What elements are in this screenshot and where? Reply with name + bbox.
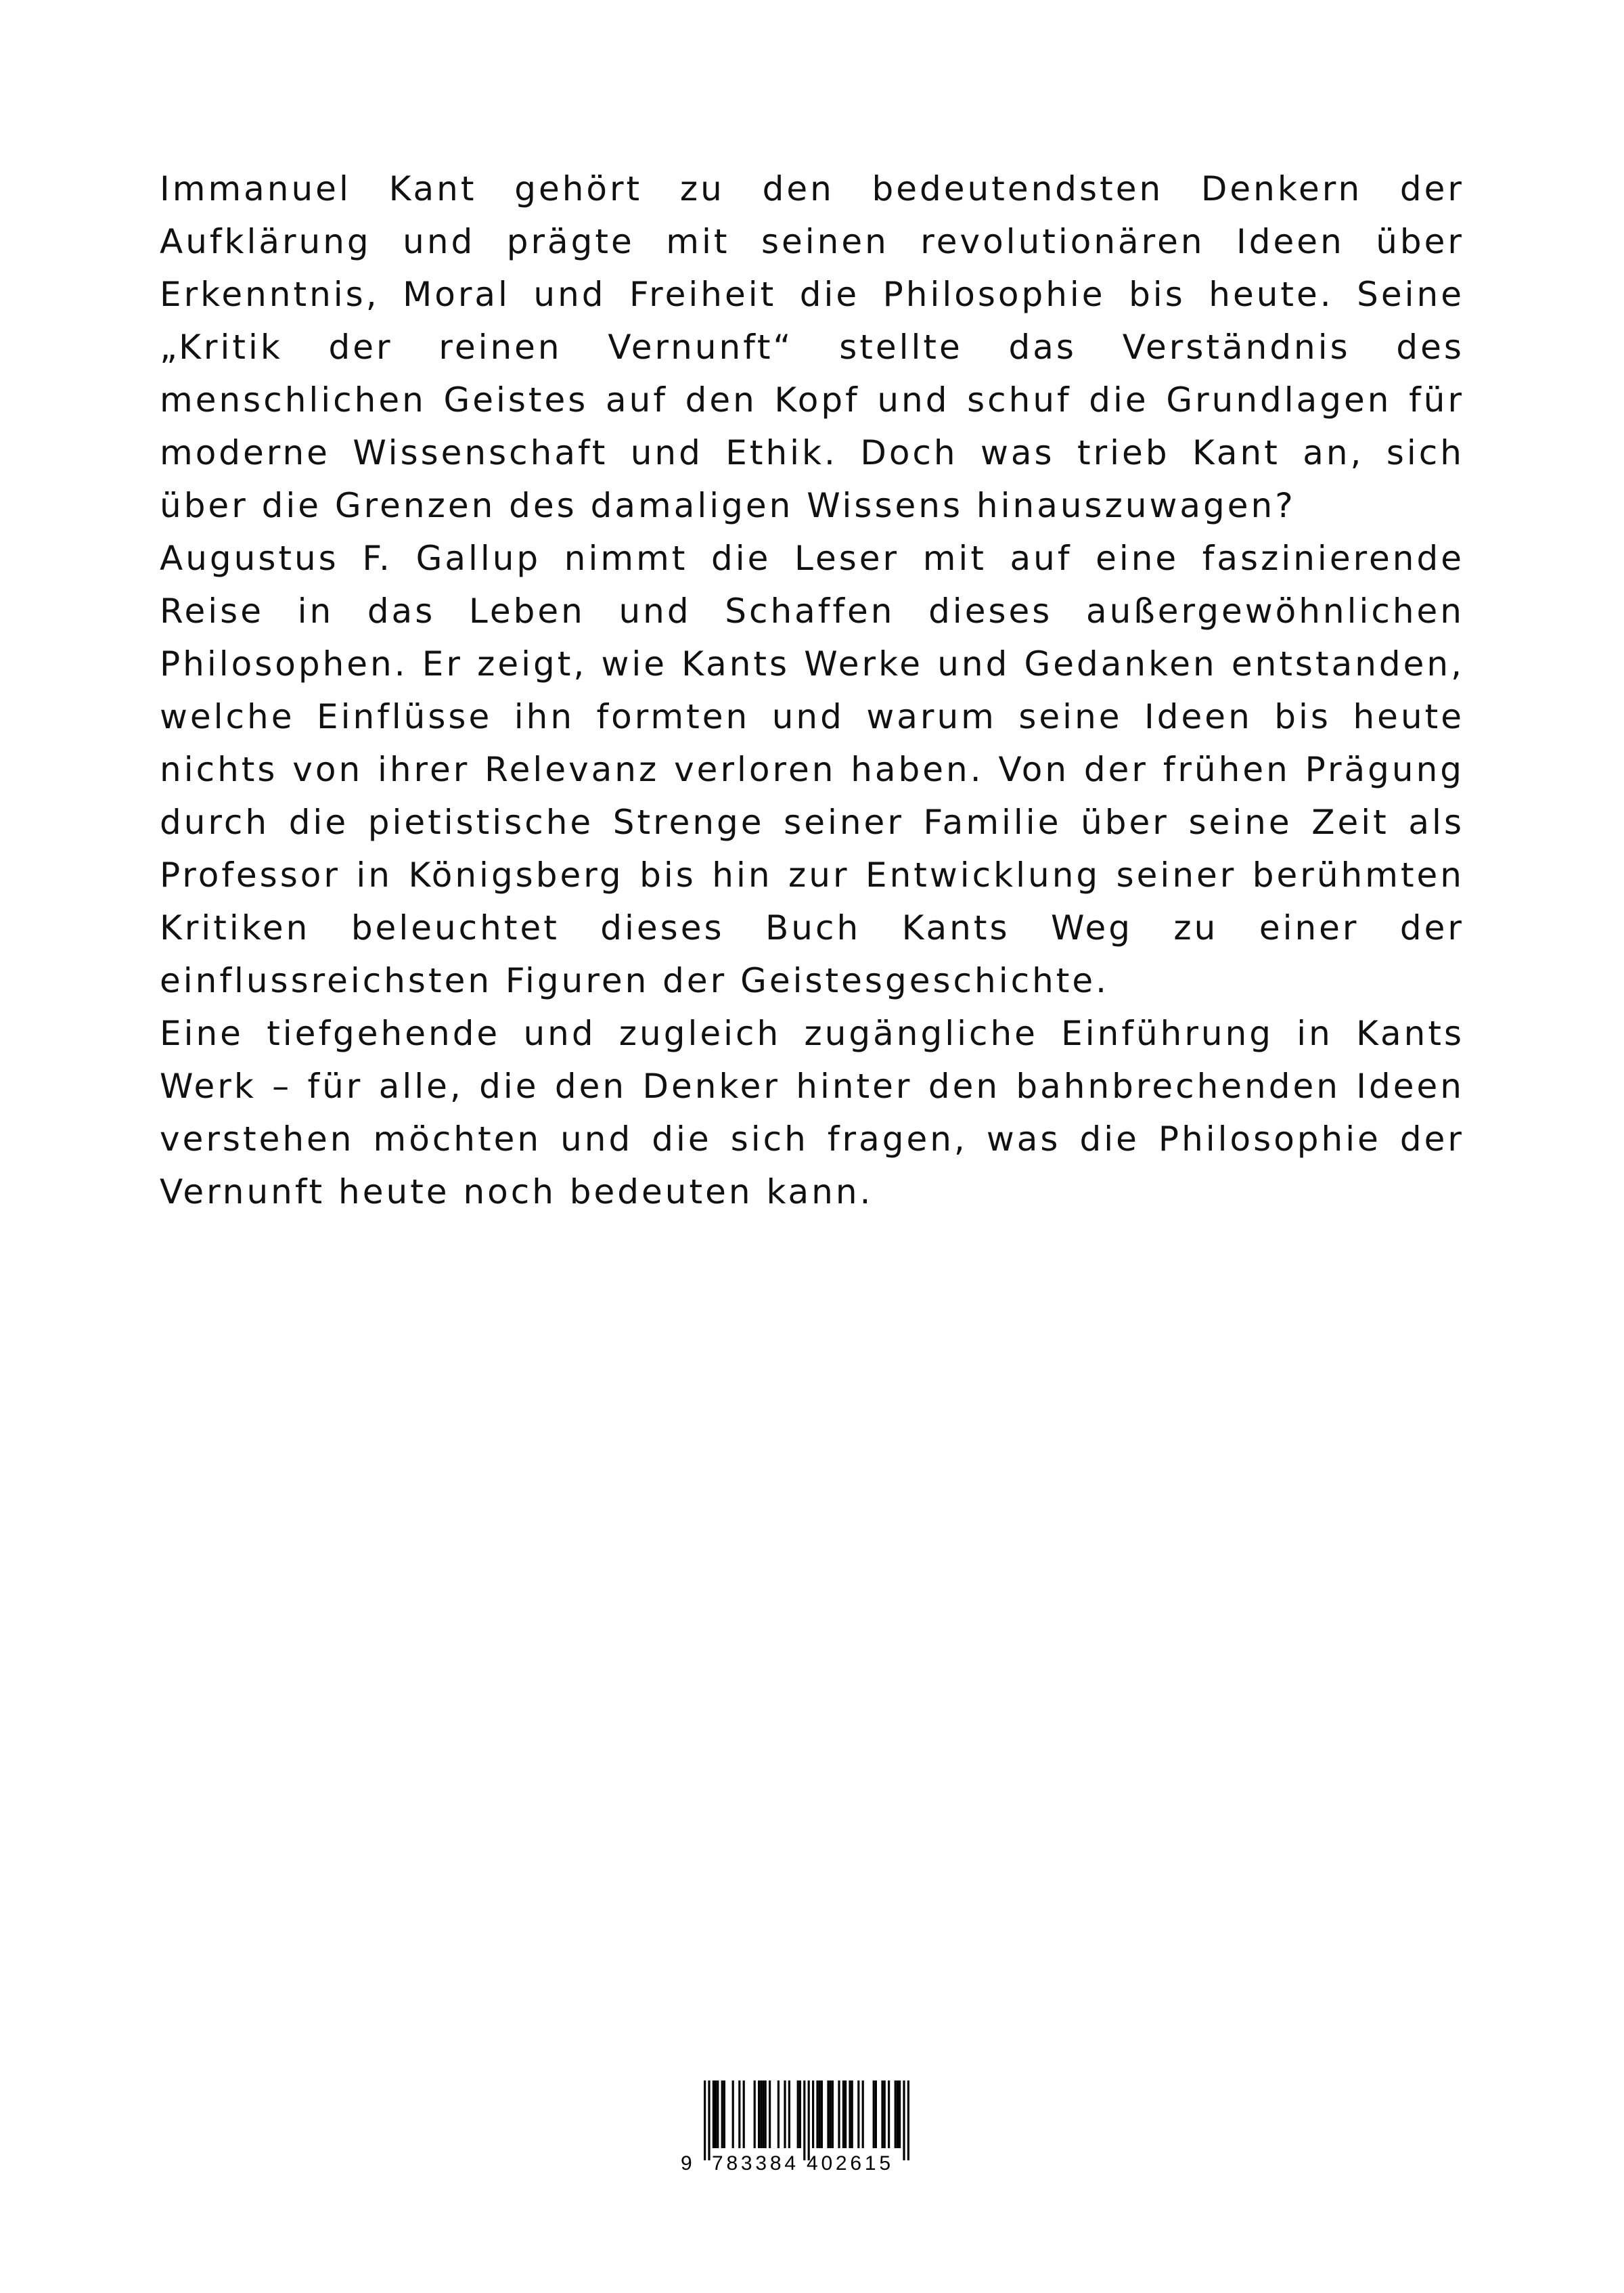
barcode-digit-first: 9 <box>681 2152 692 2175</box>
barcode-bar <box>838 2080 840 2148</box>
barcode-bar <box>827 2080 829 2148</box>
barcode-bar <box>715 2080 717 2148</box>
barcode-bar <box>784 2080 786 2148</box>
barcode-guard-bar <box>903 2080 905 2160</box>
barcode-digits-left: 783384 <box>712 2152 796 2175</box>
barcode-bar <box>857 2080 859 2148</box>
barcode-bar <box>721 2080 723 2148</box>
barcode-bar <box>769 2080 771 2148</box>
barcode-bar <box>760 2080 762 2148</box>
isbn-barcode <box>677 2076 947 2178</box>
barcode-guard-bar <box>704 2080 706 2160</box>
barcode-bar <box>821 2080 823 2148</box>
barcode-bar <box>844 2080 847 2148</box>
barcode-bar <box>819 2080 821 2148</box>
barcode-bar <box>832 2080 834 2148</box>
barcode-bar <box>762 2080 764 2148</box>
barcode-bar <box>799 2080 801 2148</box>
barcode-graphic <box>677 2076 947 2178</box>
barcode-bar <box>738 2080 740 2148</box>
barcode-bar <box>797 2080 799 2148</box>
barcode-guard-bar <box>808 2080 810 2160</box>
blurb-text <box>160 162 1464 1218</box>
barcode-bar <box>842 2080 844 2148</box>
barcode-bar <box>713 2080 715 2148</box>
blurb-paragraph-1: Immanuel Kant gehört zu den bedeutendsten Denkern der Aufklärung und prägte mit seinen revolutionären Ideen über Erkenntnis, Moral und Freiheit die Philosophie bis heute. Seine „Kritik der reinen Vernunft“ stellte das Verständnis des menschlichen Geistes auf den Kopf und schuf die Grundlagen für moderne Wissenschaft und Ethik. Doch was trieb Kant an, sich über die Grenzen des damaligen Wissens hinauszuwagen? <box>160 169 1464 525</box>
barcode-bar <box>849 2080 851 2148</box>
barcode-bar <box>851 2080 853 2148</box>
barcode-guard-bar <box>907 2080 909 2160</box>
barcode-bar <box>899 2080 901 2148</box>
barcode-bar <box>862 2080 864 2148</box>
barcode-bar <box>875 2080 877 2148</box>
barcode-bars <box>704 2080 909 2160</box>
barcode-bar <box>888 2080 890 2148</box>
barcode-bar <box>732 2080 734 2148</box>
barcode-bar <box>812 2080 814 2148</box>
barcode-guard-bar <box>708 2080 710 2160</box>
barcode-bar <box>717 2080 719 2148</box>
barcode-bar <box>758 2080 760 2148</box>
barcode-bar <box>816 2080 818 2148</box>
barcode-bar <box>754 2080 756 2148</box>
barcode-bar <box>788 2080 790 2148</box>
blurb-paragraph-3: Eine tiefgehende und zugleich zugängliche Einführung in Kants Werk – für alle, die den Denker hinter den bahnbrechenden Ideen verstehen möchten und die sich fragen, was die Philosophie der Vernunft heute noch bedeuten kann. <box>160 1014 1464 1211</box>
blurb-paragraph-2: Augustus F. Gallup nimmt die Leser mit auf eine faszinierende Reise in das Leben und Schaffen dieses außergewöhnlichen Philosophen. Er zeigt, wie Kants Werke und Gedanken entstanden, welche Einflüsse ihn formten und warum seine Ideen bis heute nichts von ihrer Relevanz verloren haben. Von der frühen Prägung durch die pietistische Strenge seiner Familie über seine Zeit als Professor in Königsberg bis hin zur Entwicklung seiner berühmten Kritiken beleuchtet dieses Buch Kants Weg zu einer der einflussreichsten Figuren der Geistesgeschichte. <box>160 539 1464 1000</box>
barcode-bar <box>881 2080 883 2148</box>
barcode-bar <box>830 2080 832 2148</box>
barcode-bar <box>723 2080 725 2148</box>
barcode-digits-right: 402615 <box>807 2152 890 2175</box>
barcode-bar <box>873 2080 875 2148</box>
barcode-bar <box>743 2080 745 2148</box>
barcode-bar <box>765 2080 767 2148</box>
barcode-bar <box>884 2080 886 2148</box>
barcode-bar <box>895 2080 897 2148</box>
barcode-bar <box>897 2080 899 2148</box>
barcode-bar <box>777 2080 780 2148</box>
barcode-guard-bar <box>803 2080 805 2160</box>
